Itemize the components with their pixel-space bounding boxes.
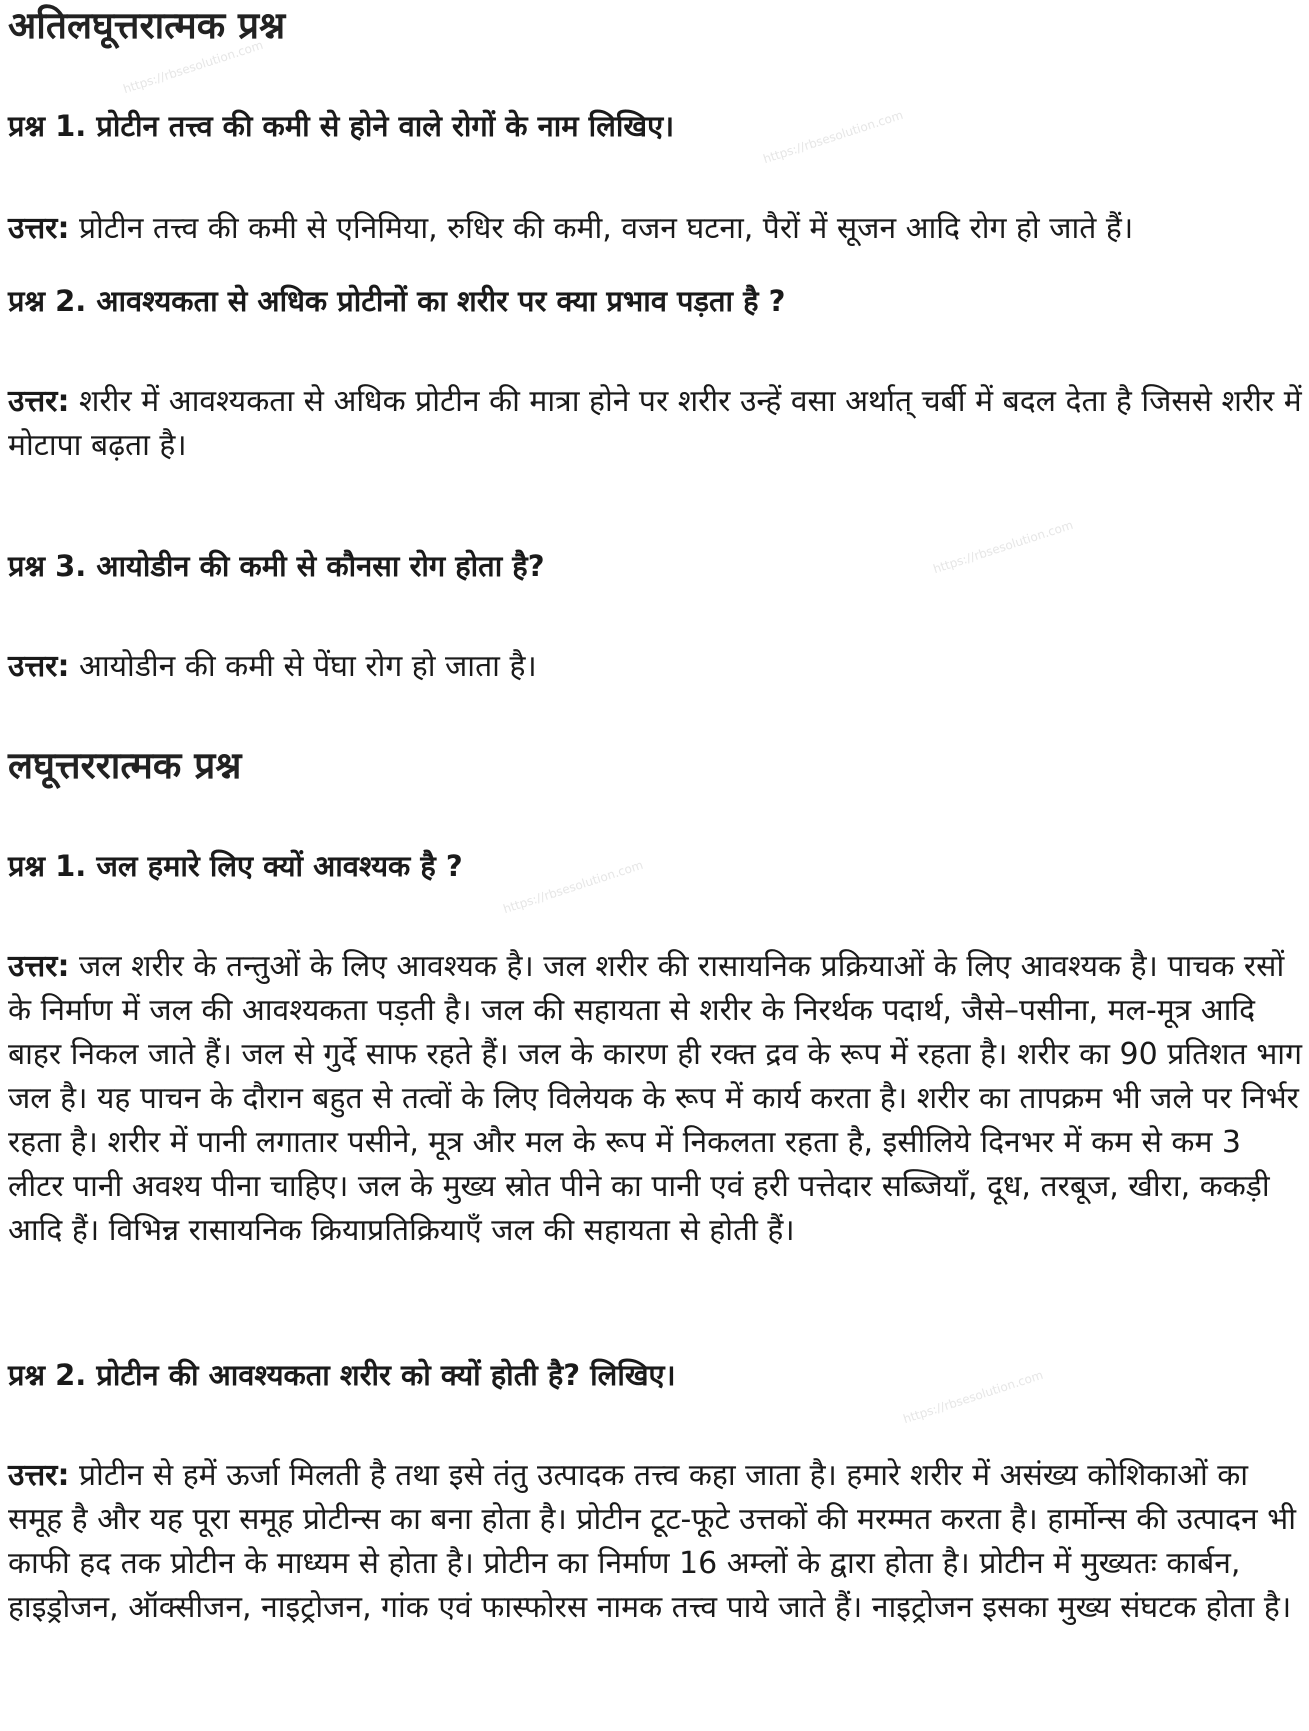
answer-text: प्रोटीन से हमें ऊर्जा मिलती है तथा इसे तंतु उत्पादक तत्त्व कहा जाता है। हमारे शरीर में असंख्य कोशिकाओं का समूह है और यह पूरा समूह प्रोटीन्स का बना होता है। प्रोटीन टूट-फूटे उत्तकों की मरम्मत करता है। हार्मोन्स की उत्पादन भी काफी हद तक प्रोटीन के माध्यम से होता है। प्रोटीन का निर्माण 16 अम्लों के द्वारा होता है। प्रोटीन में मुख्यतः कार्बन, हाइड्रोजन, ऑक्सीजन, नाइट्रोजन, गांक एवं फास्फोरस नामक तत्त्व पाये जाते हैं। नाइट्रोजन इसका मुख्य संघटक होता है।: [8, 1458, 1296, 1625]
answer-text: शरीर में आवश्यकता से अधिक प्रोटीन की मात्रा होने पर शरीर उन्हें वसा अर्थात् चर्बी में बदल देता है जिससे शरीर में मोटापा बढ़ता है।: [8, 384, 1302, 463]
watermark: https://rbsesolution.com: [501, 857, 645, 917]
section-heading-short: लघूत्तररात्मक प्रश्न: [8, 744, 242, 787]
answer-short-1: [8, 945, 1303, 1253]
answer-short-2: [8, 1454, 1303, 1630]
question-short-1: प्रश्न 1. जल हमारे लिए क्यों आवश्यक है ?: [8, 849, 463, 883]
question-very-short-3: प्रश्न 3. आयोडीन की कमी से कौनसा रोग होता है?: [8, 549, 545, 583]
answer-label: उत्तर:: [8, 649, 70, 684]
watermark: https://rbsesolution.com: [761, 107, 905, 167]
question-very-short-1: प्रश्न 1. प्रोटीन तत्त्व की कमी से होने वाले रोगों के नाम लिखिए।: [8, 109, 675, 143]
section-heading-very-short: अतिलघूत्तरात्मक प्रश्न: [8, 4, 286, 47]
answer-very-short-3: [8, 645, 1303, 689]
watermark: https://rbsesolution.com: [121, 37, 265, 97]
answer-text: जल शरीर के तन्तुओं के लिए आवश्यक है। जल शरीर की रासायनिक प्रक्रियाओं के लिए आवश्यक है। पाचक रसों के निर्माण में जल की आवश्यकता पड़ती है। जल की सहायता से शरीर के निरर्थक पदार्थ, जैसे–पसीना, मल-मूत्र आदि बाहर निकल जाते हैं। जल से गुर्दे साफ रहते हैं। जल के कारण ही रक्त द्रव के रूप में रहता है। शरीर का 90 प्रतिशत भाग जल है। यह पाचन के दौरान बहुत से तत्वों के लिए विलेयक के रूप में कार्य करता है। शरीर का तापक्रम भी जले पर निर्भर रहता है। शरीर में पानी लगातार पसीने, मूत्र और मल के रूप में निकलता रहता है, इसीलिये दिनभर में कम से कम 3 लीटर पानी अवश्य पीना चाहिए। जल के मुख्य स्रोत पीने का पानी एवं हरी पत्तेदार सब्जियाँ, दूध, तरबूज, खीरा, ककड़ी आदि हैं। विभिन्न रासायनिक क्रियाप्रतिक्रियाएँ जल की सहायता से होती हैं।: [8, 949, 1302, 1248]
answer-very-short-2: [8, 380, 1303, 468]
question-short-2: प्रश्न 2. प्रोटीन की आवश्यकता शरीर को क्यों होती है? लिखिए।: [8, 1358, 676, 1392]
answer-label: उत्तर:: [8, 949, 70, 984]
question-very-short-2: प्रश्न 2. आवश्यकता से अधिक प्रोटीनों का शरीर पर क्या प्रभाव पड़ता है ?: [8, 284, 786, 318]
answer-text: आयोडीन की कमी से पेंघा रोग हो जाता है।: [78, 649, 537, 684]
watermark: https://rbsesolution.com: [931, 517, 1075, 577]
answer-label: उत्तर:: [8, 1458, 70, 1493]
answer-text: प्रोटीन तत्त्व की कमी से एनिमिया, रुधिर की कमी, वजन घटना, पैरों में सूजन आदि रोग हो जाते हैं।: [78, 211, 1134, 246]
watermark: https://rbsesolution.com: [901, 1367, 1045, 1427]
answer-very-short-1: [8, 207, 1303, 251]
answer-label: उत्तर:: [8, 384, 70, 419]
answer-label: उत्तर:: [8, 211, 70, 246]
